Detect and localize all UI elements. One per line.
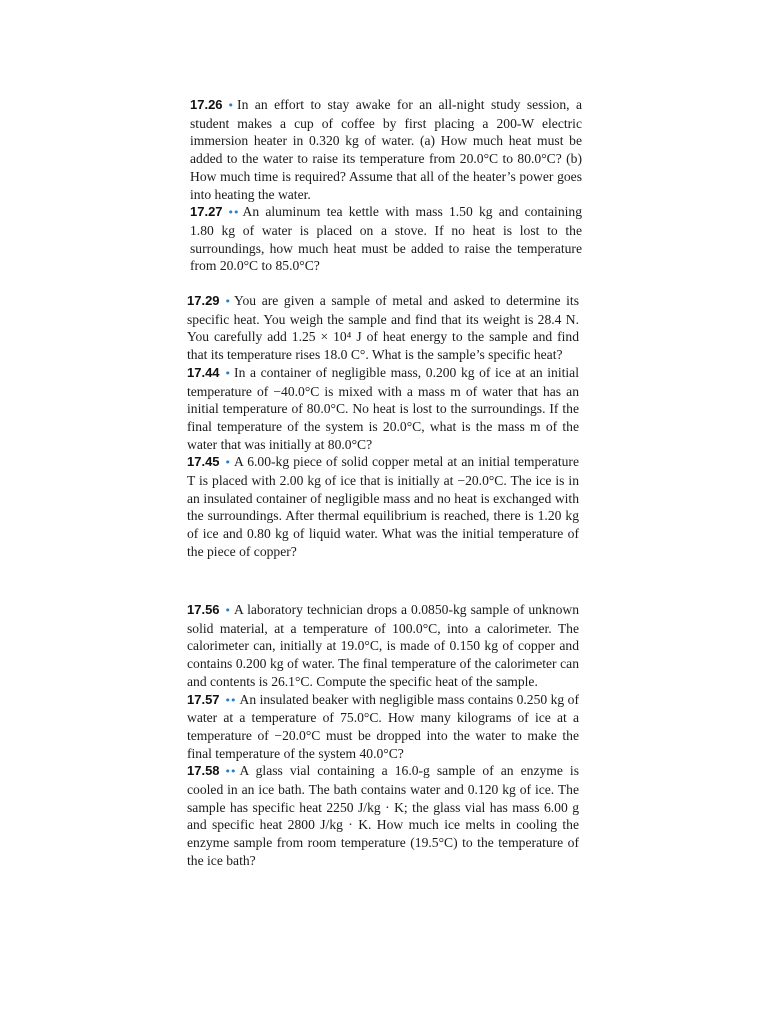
problem-group-2	[187, 292, 579, 561]
problem-17-26	[190, 96, 582, 203]
difficulty-dots: •	[224, 366, 231, 380]
problem-group-1	[190, 96, 582, 275]
problem-17-29	[187, 292, 579, 364]
problem-number: 17.44	[187, 364, 220, 380]
difficulty-dots: •	[224, 604, 231, 617]
difficulty-dots: ••	[227, 206, 239, 220]
problem-17-57	[187, 691, 579, 763]
problem-17-56	[187, 601, 579, 691]
problem-text: You are given a sample of metal and asked to determine its specific heat. You weigh the sample and find that its weight is 28.4 N. You carefully add 1.25 × 10⁴ J of heat energy to the sample and find that its temperature rises 18.0 C°. What is the sample’s specific heat?	[187, 293, 579, 363]
problem-text: A glass vial containing a 16.0-g sample of an enzyme is cooled in an ice bath. The bath contains water and 0.120 kg of ice. The sample has specific heat 2250 J/kg · K; the glass vial has mass 6.00 g and specific heat 2800 J/kg · K. How much ice melts in cooling the enzyme sample from room temperature (19.5°C) to the temperature of the ice bath?	[187, 763, 579, 868]
problem-number: 17.58	[187, 763, 220, 779]
problem-text: An insulated beaker with negligible mass contains 0.250 kg of water at a temperature of 75.0°C. How many kilograms of ice at a temperature of −20.0°C must be dropped into the water to make the final temperature of the system 40.0°C?	[187, 691, 579, 761]
problem-17-44	[187, 364, 579, 454]
problem-text: A 6.00-kg piece of solid copper metal at an initial temperature T is placed with 2.00 kg of ice that is initially at −20.0°C. The ice is in an insulated container of negligible mass and no heat is exchanged with the surroundings. After thermal equilibrium is reached, there is 1.20 kg of ice and 0.80 kg of liquid water. What was the initial temperature of the piece of copper?	[187, 454, 579, 559]
difficulty-dots: •	[224, 295, 231, 308]
problem-number: 17.45	[187, 454, 220, 470]
problem-text: An aluminum tea kettle with mass 1.50 kg and containing 1.80 kg of water is placed on a stove. If no heat is lost to the surroundings, how much heat must be added to raise the temperature from 20.0°C to 85.0°C?	[190, 204, 582, 274]
problem-number: 17.27	[190, 204, 223, 220]
problem-number: 17.57	[187, 691, 220, 707]
difficulty-dots: ••	[224, 765, 236, 779]
problem-number: 17.56	[187, 602, 220, 617]
problem-text: In a container of negligible mass, 0.200 kg of ice at an initial temperature of −40.0°C is mixed with a mass m of water that has an initial temperature of 80.0°C. No heat is lost to the surroundings. If the final temperature of the system is 20.0°C, what is the mass m of the water that was initially at 80.0°C?	[187, 364, 579, 452]
problem-17-45	[187, 453, 579, 560]
difficulty-dots: •	[224, 456, 231, 470]
problem-text: A laboratory technician drops a 0.0850-kg sample of unknown solid material, at a temperature of 100.0°C, into a calorimeter. The calorimeter can, initially at 19.0°C, is made of 0.150 kg of copper and contains 0.200 kg of water. The final temperature of the calorimeter can and contents is 26.1°C. Compute the specific heat of the sample.	[187, 602, 579, 689]
problem-number: 17.29	[187, 293, 220, 308]
problem-group-3	[187, 601, 579, 870]
problem-text: In an effort to stay awake for an all-night study session, a student makes a cup of coffee by first placing a 200-W electric immersion heater in 0.320 kg of water. (a) How much heat must be added to the water to raise its temperature from 20.0°C to 80.0°C? (b) How much time is required? Assume that all of the heater’s power goes into heating the water.	[190, 97, 582, 202]
difficulty-dots: ••	[224, 693, 236, 707]
difficulty-dots: •	[227, 99, 234, 112]
problem-17-58	[187, 762, 579, 869]
problem-number: 17.26	[190, 97, 223, 112]
problem-17-27	[190, 203, 582, 275]
